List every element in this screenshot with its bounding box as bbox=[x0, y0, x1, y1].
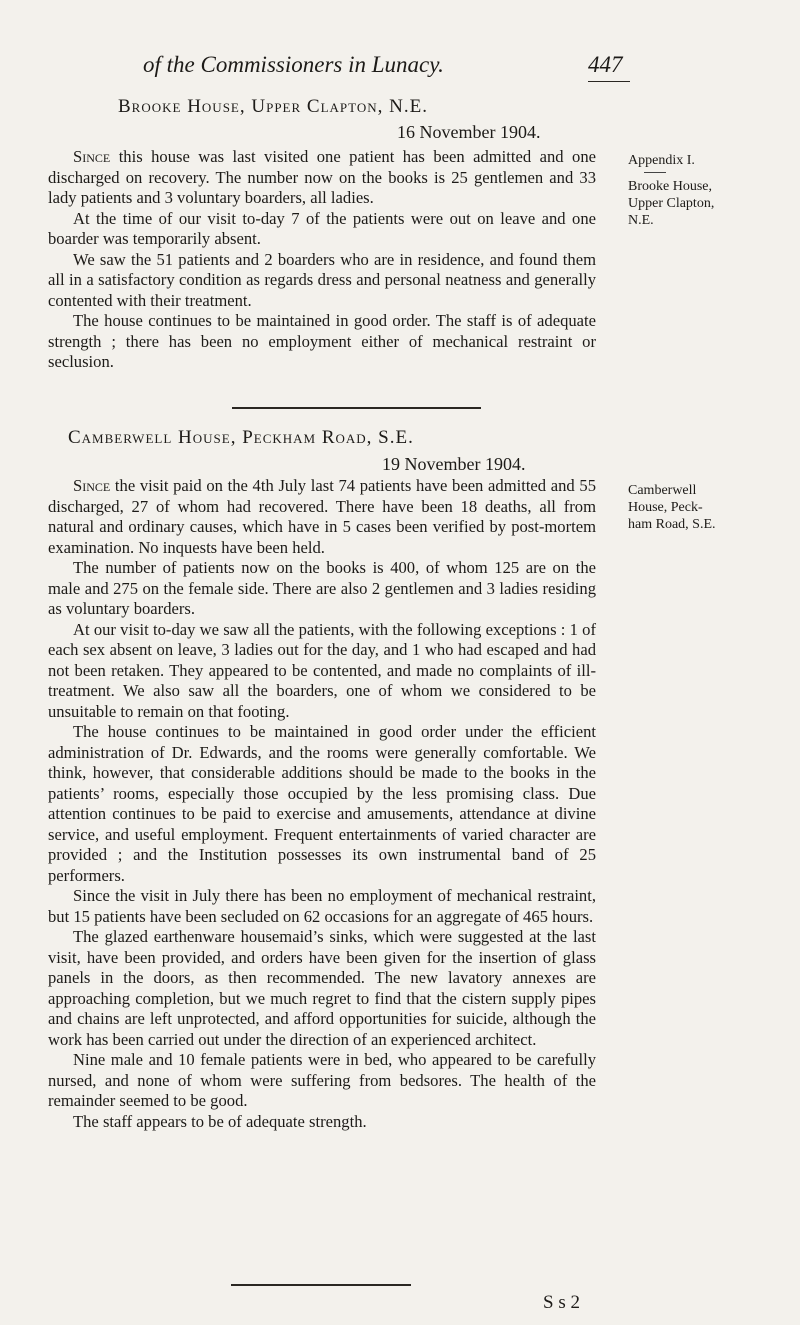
header-rule bbox=[588, 81, 630, 82]
camberwell-paragraph-1 bbox=[48, 476, 596, 558]
brooke-margin-note bbox=[628, 152, 800, 229]
signature-mark: S s 2 bbox=[543, 1292, 580, 1313]
brooke-paragraph-1-text: this house was last visited one patient has been admitted and one discharged on recovery. The number now on the books is 25 gentlemen and 33 lady patients and 3 voluntary boarders, all ladies. bbox=[48, 147, 596, 207]
running-header-title: of the Commissioners in Lunacy. bbox=[143, 52, 444, 77]
brooke-body bbox=[48, 147, 596, 373]
margin-dash bbox=[644, 172, 666, 173]
page-number: 447 bbox=[588, 52, 623, 77]
camberwell-paragraph-4: The house continues to be maintained in good order under the efficient administration of Dr. Edwards, and the rooms were generally comfortable. We think, however, that considerable additions should be made to the books in the patients’ rooms, especially those occupied by the less promising class. Due attention continues to be paid to exercise and amusements, attendance at divine service, and useful employment. Frequent entertainments of varied character are provided ; and the Institution possesses its own instrumental band of 25 performers. bbox=[48, 722, 596, 885]
brooke-margin-line-1: Brooke House, bbox=[628, 179, 712, 194]
camberwell-paragraph-1-text: the visit paid on the 4th July last 74 patients have been admitted and 55 discharged, 27 of whom had recovered. There have been 18 deaths, all from natural and ordinary causes, which have in 5 cases been verified by post-mortem examination. No inquests have been held. bbox=[48, 476, 596, 557]
camberwell-margin-line-2: House, Peck- bbox=[628, 500, 703, 515]
camberwell-margin-line-3: ham Road, S.E. bbox=[628, 517, 716, 532]
brooke-paragraph-1 bbox=[48, 147, 596, 209]
camberwell-date: 19 November 1904. bbox=[382, 454, 526, 474]
closing-rule bbox=[231, 1284, 411, 1286]
camberwell-paragraph-5: Since the visit in July there has been no employment of mechanical restraint, but 15 patients have been secluded on 62 occasions for an aggregate of 465 hours. bbox=[48, 886, 596, 926]
camberwell-heading: Camberwell House, Peckham Road, S.E. bbox=[68, 427, 414, 448]
appendix-label: Appendix I. bbox=[628, 153, 695, 168]
camberwell-paragraph-2: The number of patients now on the books is 400, of whom 125 are on the male and 275 on the female side. There are also 2 gentlemen and 3 ladies residing as voluntary boarders. bbox=[48, 558, 596, 618]
brooke-paragraph-2: At the time of our visit to-day 7 of the patients were out on leave and one boarder was temporarily absent. bbox=[48, 208, 596, 248]
camberwell-paragraph-6: The glazed earthenware housemaid’s sinks, which were suggested at the last visit, have been provided, and orders have been given for the insertion of glass panels in the doors, as then recommended. The new lavatory annexes are approaching completion, but we much regret to find that the cistern supply pipes and chains are left unprotected, and afford opportunities for suicide, although the work has been carried out under the direction of an experienced architect. bbox=[48, 927, 596, 1049]
brooke-margin-line-3: N.E. bbox=[628, 213, 654, 228]
camberwell-paragraph-8: The staff appears to be of adequate strength. bbox=[73, 1111, 367, 1131]
brooke-heading: Brooke House, Upper Clapton, N.E. bbox=[118, 96, 428, 117]
camberwell-margin-line-1: Camberwell bbox=[628, 483, 697, 498]
brooke-paragraph-3: We saw the 51 patients and 2 boarders who are in residence, and found them all in a satisfactory condition as regards dress and personal neatness and generally contented with their treatment. bbox=[48, 249, 596, 310]
camberwell-paragraph-3: At our visit to-day we saw all the patients, with the following exceptions : 1 of each sex absent on leave, 3 ladies out for the day, and 1 who had escaped and had not been retaken. They appeared to be contented, and made no complaints of ill-treatment. We also saw all the boarders, one of whom we considered to be unsuitable to remain on that footing. bbox=[48, 619, 596, 721]
section-divider bbox=[232, 407, 481, 409]
brooke-date: 16 November 1904. bbox=[397, 122, 541, 142]
brooke-paragraph-4: The house continues to be maintained in good order. The staff is of adequate strength ; there has been no employment either of mechanical restraint or seclusion. bbox=[48, 311, 596, 371]
camberwell-paragraph-7: Nine male and 10 female patients were in bed, who appeared to be carefully nursed, and none of whom were suffering from bedsores. The health of the remainder seemed to be good. bbox=[48, 1050, 596, 1110]
camberwell-margin-note bbox=[628, 482, 800, 533]
brooke-margin-line-2: Upper Clapton, bbox=[628, 196, 715, 211]
camberwell-body bbox=[48, 476, 596, 1132]
brooke-lead-word: Since bbox=[73, 147, 111, 166]
camberwell-lead-word: Since bbox=[73, 476, 111, 495]
